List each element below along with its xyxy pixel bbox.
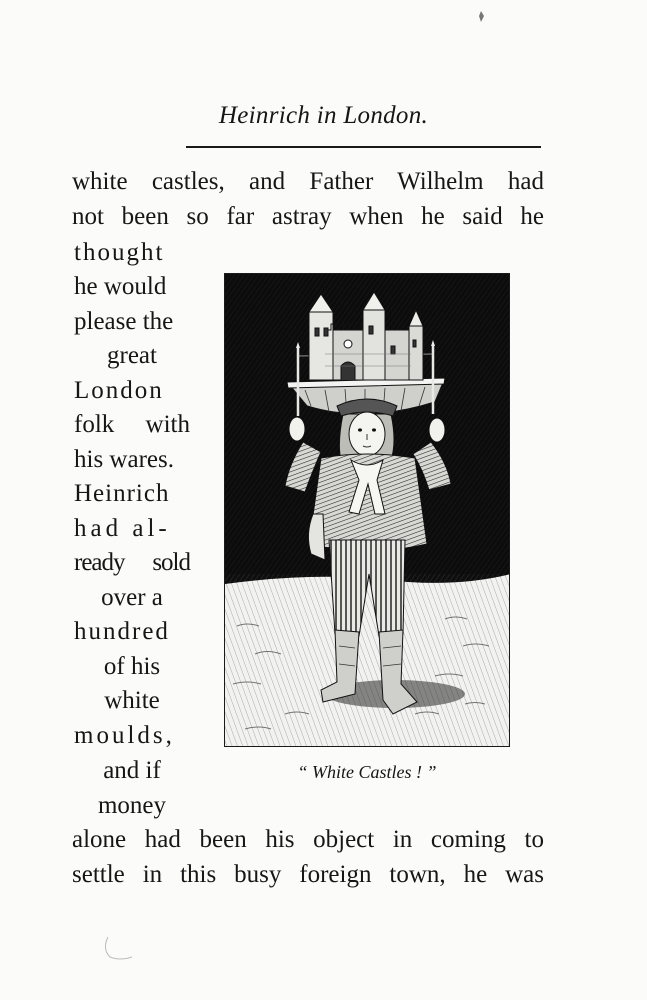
head-rule xyxy=(186,146,541,148)
satchel xyxy=(308,514,325,560)
wrap-line: white xyxy=(104,687,160,714)
snowy-ground xyxy=(225,574,510,747)
wrap-line: Heinrich xyxy=(74,480,170,507)
wrap-line: money xyxy=(97,792,167,819)
wrap-line: please the xyxy=(74,308,174,335)
wrap-line: and if xyxy=(103,757,161,784)
running-head: Heinrich in London. xyxy=(218,102,429,129)
wrap-line: folk with xyxy=(74,411,190,438)
wrap-line: over a xyxy=(101,584,163,611)
body-line: white castles, and Father Wilhelm had xyxy=(72,168,544,195)
wrap-line: thought xyxy=(74,239,165,266)
ink-speck xyxy=(478,10,486,24)
wrap-line: hundred xyxy=(74,618,170,645)
body-line: not been so far astray when he said he xyxy=(72,203,544,230)
engraving-illustration xyxy=(224,273,510,747)
wrap-line: great xyxy=(107,342,157,369)
wrap-line: London xyxy=(74,377,164,404)
body-line: settle in this busy foreign town, he was xyxy=(72,861,544,888)
body-line: alone had been his object in coming to xyxy=(72,826,544,853)
wrap-line: he would xyxy=(74,273,167,300)
wrap-line: of his xyxy=(103,653,161,680)
paper-mark xyxy=(100,935,140,965)
wrap-line: moulds, xyxy=(74,722,175,749)
wrap-line: his wares. xyxy=(74,446,174,473)
wrap-line: ready sold xyxy=(74,549,190,576)
wrap-line: had al- xyxy=(74,515,171,542)
figure-caption: “ White Castles ! ” xyxy=(297,762,437,782)
